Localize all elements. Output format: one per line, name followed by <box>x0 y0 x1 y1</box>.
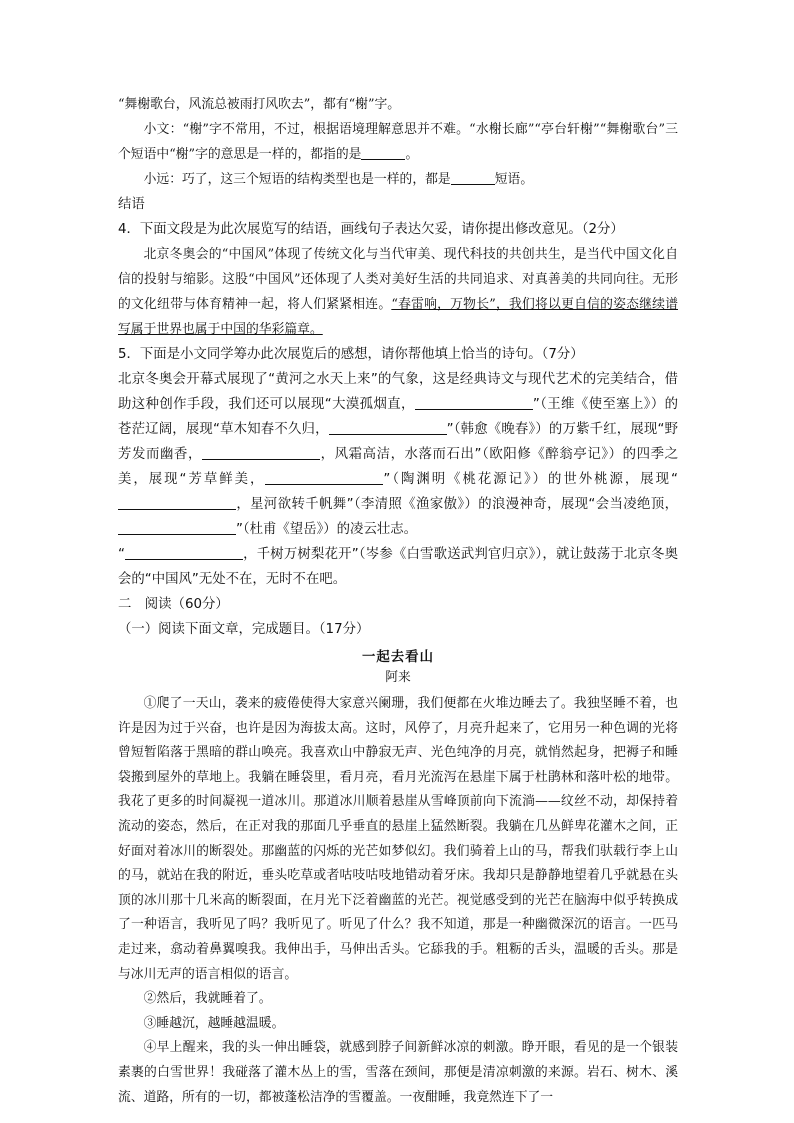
reading-subsection-1: （一）阅读下面文章，完成题目。（17分） <box>118 622 370 637</box>
q5-text-1: 北京冬奥会开幕式展现了“黄河之水天上来”的气象，这是经典诗文与现代艺术的完美结合，借助这种创作手段，我们还可以展现“大漠孤烟直， <box>118 372 678 412</box>
intro-line-3-text: 小远：巧了，这三个短语的结构类型也是一样的，都是 <box>143 172 451 187</box>
poem-blank-5[interactable] <box>118 495 236 510</box>
poem-blank-6[interactable] <box>118 520 236 535</box>
poem-blank-7[interactable] <box>125 545 243 560</box>
intro-line-2-text: 小文：“榭”字不常用，不过，根据语境理解意思并不难。“水榭长廊”“亭台轩榭”“舞榭歌台”三个短语中“榭”字的意思是一样的，都指的是 <box>118 122 678 162</box>
article-paragraph-3: ③睡越沉，越睡越温暖。 <box>143 1015 285 1031</box>
q5-text-4: ，风霜高洁，水落而石出”（欧阳修《醉翁亭记》）的四季之美，展现“芳草鲜美， <box>118 447 679 487</box>
article-paragraph-1: ①爬了一天山，袭来的疲倦使得大家意兴阑珊，我们便都在火堆边睡去了。我独坚睡不着，也许是因为过于兴奋，也许是因为海拔太高。这时，风停了，月亮升起来了，它用另一种色调的光将曾短暂陷落于黑暗的群山唤亮。我喜欢山中静寂无声、光色纯净的月亮，就悄然起身，把褥子和睡袋搬到屋外的草地上。我躺在睡袋里，看月亮，看月光流泻在悬崖下属于杜鹃林和落叶松的地带。我花了更多的时间凝视一道冰川。那道冰川顺着悬崖从雪峰顶前向下流淌——纹丝不动，却保持着流动的姿态，然后，在正对我的那面几乎垂直的悬崖上猛然断裂。我躺在几丛鲜卑花灌木之间，正好面对着冰川的断裂处。那幽蓝的闪烁的光芒如梦似幻。我们骑着上山的马，帮我们驮载行李上山的马，就站在我的附近，垂头吃草或者咕吱咕吱地错动着牙床。我却只是静静地望着几乎就悬在头顶的冰川那十几米高的断裂面，在月光下泛着幽蓝的光芒。视觉感受到的光芒在脑海中似乎转换成了一种语言，我听见了吗？我听见了。听见了什么？我不知道，那是一种幽微深沉的语言。一匹马走过来，翕动着鼻翼嗅我。我伸出手，马伸出舌头。它舔我的手。粗粝的舌头，温暖的舌头。那是与冰川无声的语言相似的语言。 <box>118 696 678 982</box>
q5-text-2: ”（王维《使至塞上》）的苍茫辽阔，展现“草木知春不久归， <box>118 397 679 437</box>
article-paragraph-4: ④早上醒来，我的头一伸出睡袋，就感到脖子间新鲜冰凉的刺激。睁开眼，看见的是一个银装素裹的白雪世界！我碰落了灌木丛上的雪，雪落在颈间，那便是清凉刺激的来源。岩石、树木、溪流、道路，所有的一切，都被蓬松洁净的雪覆盖。一夜酣睡，我竟然连下了一 <box>118 1040 678 1105</box>
q4-passage-text: 北京冬奥会的“中国风”体现了传统文化与当代审美、现代科技的共创共生，是当代中国文化自信的投射与缩影。这股“中国风”还体现了人类对美好生活的共同追求、对真善美的共同向往。无形的文化纽带与体育精神一起，将人们紧紧相连。 <box>118 247 678 312</box>
q4-underlined-sentence: “春雷响，万物长”，我们将以更自信的姿态继续谱写属于世界也属于中国的华彩篇章。 <box>118 297 678 337</box>
intro-line-3 <box>118 167 678 192</box>
section-heading-reading: 二 阅读（60分） <box>118 597 229 612</box>
intro-line-1: “舞榭歌台，风流总被雨打风吹去”，都有“榭”字。 <box>118 97 401 112</box>
q5-text-8: “ <box>118 547 125 562</box>
article-paragraph-2: ②然后，我就睡着了。 <box>143 991 272 1007</box>
question-5-body <box>118 367 678 592</box>
q5-text-3: ”（韩愈《晚春》）的万紫千红，展现“野芳发而幽香， <box>118 422 678 462</box>
section-heading-conclusion: 结语 <box>118 197 145 212</box>
q5-text-6: ，星河欲转千帆舞”（李清照《渔家傲》）的浪漫神奇，展现“会当凌绝顶， <box>236 497 678 512</box>
question-4-stem: 4．下面文段是为此次展览写的结语，画线句子表达欠妥，请你提出修改意见。（2分） <box>118 222 624 237</box>
poem-blank-4[interactable] <box>265 470 383 485</box>
intro-line-2-end: 。 <box>405 147 419 162</box>
question-5-stem: 5．下面是小文同学筹办此次展览后的感想，请你帮他填上恰当的诗句。（7分） <box>118 347 584 362</box>
answer-blank-1[interactable] <box>361 145 405 160</box>
poem-blank-2[interactable] <box>329 420 447 435</box>
poem-blank-1[interactable] <box>415 395 533 410</box>
q5-text-5: ”（陶渊明《桃花源记》）的世外桃源，展现“ <box>383 472 678 487</box>
document-page <box>118 92 678 1110</box>
q5-text-9: ，千树万树梨花开”（岑参《白雪歌送武判官归京》），就让鼓荡于北京冬奥会的“中国风”无处不在，无时不在吧。 <box>118 547 678 587</box>
q5-text-7: ”（杜甫《望岳》）的凌云壮志。 <box>236 522 418 537</box>
answer-blank-2[interactable] <box>451 170 495 185</box>
intro-line-3-end: 短语。 <box>494 172 534 187</box>
article-title: 一起去看山 <box>362 649 434 665</box>
intro-line-2 <box>118 117 678 167</box>
article-author: 阿来 <box>385 670 411 685</box>
poem-blank-3[interactable] <box>202 445 320 460</box>
question-4-passage <box>118 242 678 342</box>
